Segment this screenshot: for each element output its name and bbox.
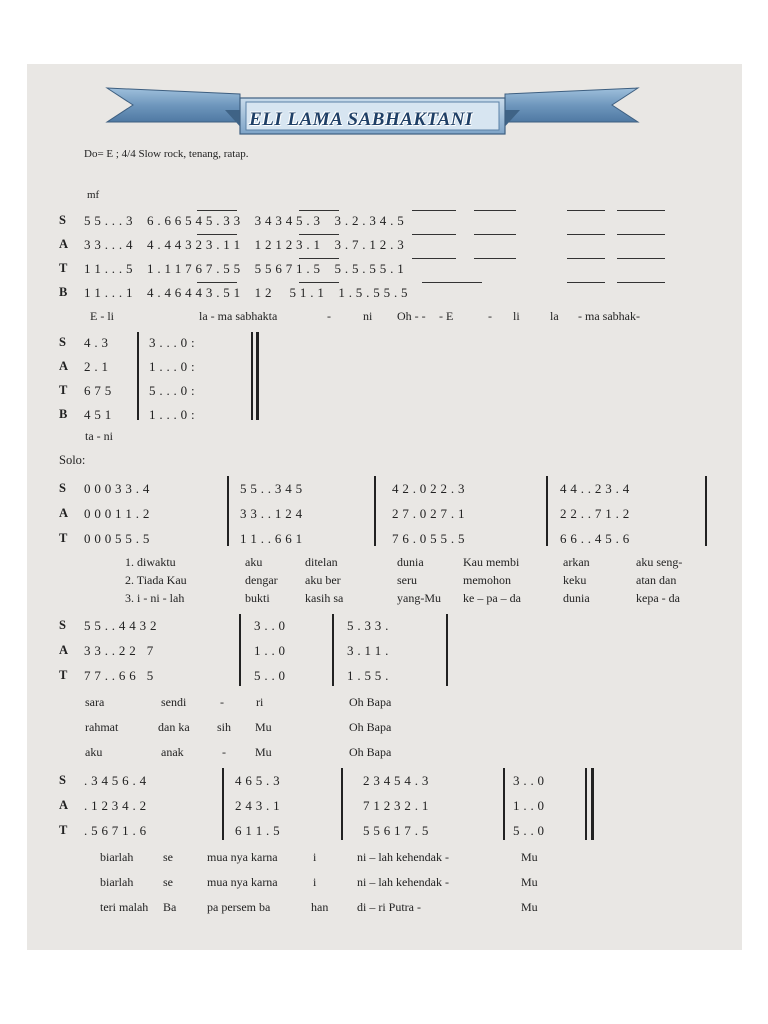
s1-bass: 1 1 . . . 1 4 . 4 6 4 4 3 . 5 1 1 2 5 1 . 1 1 . 5 . 5 5 . 5: [84, 285, 408, 300]
voice-label-t: T: [59, 823, 68, 837]
beam: [197, 234, 237, 235]
s5-alto: 7 1 2 3 2 . 1: [363, 798, 429, 813]
beam: [197, 282, 237, 283]
verse-1: biarlah: [100, 850, 134, 864]
voice-label-t: T: [59, 531, 68, 545]
verse-1: ditelan: [305, 555, 338, 569]
beam: [197, 210, 237, 211]
s3-soprano: 5 5 . . 3 4 5: [240, 481, 303, 496]
verse-2: mua nya karna: [207, 875, 278, 889]
verse-2: Mu: [255, 720, 272, 734]
verse-2: dan ka: [158, 720, 190, 734]
beam: [617, 258, 665, 259]
s5-soprano: 3 . . 0: [513, 773, 545, 788]
s4-soprano: 3 . . 0: [254, 618, 286, 633]
s3-soprano: 0 0 0 3 3 . 4: [84, 481, 150, 496]
s2-bass: 4 5 1: [84, 407, 112, 422]
verse-1: aku seng-: [636, 555, 683, 569]
s3-tenor: 1 1 . . 6 6 1: [240, 531, 303, 546]
s5-tenor: . 5 6 7 1 . 6: [84, 823, 147, 838]
voice-label-a: A: [59, 506, 69, 520]
s5-alto: 2 4 3 . 1: [235, 798, 280, 813]
verse-1: -: [220, 695, 224, 709]
music-sheet: [27, 64, 742, 950]
s5-alto: . 1 2 3 4 . 2: [84, 798, 147, 813]
verse-3: Mu: [255, 745, 272, 759]
verse-1: se: [163, 850, 173, 864]
barline: [341, 768, 343, 840]
verse-1: dunia: [397, 555, 424, 569]
voice-label-s: S: [59, 773, 66, 787]
voice-label-a: A: [59, 359, 69, 373]
barline: [374, 476, 376, 546]
barline: [137, 332, 139, 420]
verse-2: atan dan: [636, 573, 677, 587]
beam: [617, 234, 665, 235]
tempo-marking: Do= E ; 4/4 Slow rock, tenang, ratap.: [84, 148, 249, 160]
verse-2: keku: [563, 573, 587, 587]
beam: [474, 258, 516, 259]
barline: [222, 768, 224, 840]
final-barline: [251, 332, 253, 420]
verse-3: dunia: [563, 591, 590, 605]
lyric: - ma sabhak-: [578, 309, 640, 323]
verse-3: Mu: [521, 900, 538, 914]
verse-3: kepa - da: [636, 591, 680, 605]
verse-1: Mu: [521, 850, 538, 864]
final-barline: [585, 768, 587, 840]
verse-3: aku: [85, 745, 103, 759]
song-title: ELI LAMA SABHAKTANI: [249, 109, 473, 130]
verse-1: aku: [245, 555, 263, 569]
s4-tenor: 1 . 5 5 .: [347, 668, 389, 683]
verse-1: arkan: [563, 555, 590, 569]
voice-label-b: B: [59, 285, 68, 299]
s3-alto: 0 0 0 1 1 . 2: [84, 506, 150, 521]
verse-3: Oh Bapa: [349, 745, 392, 759]
s2-bass-end: 1 . . . 0 :: [149, 407, 195, 422]
s4-alto: 1 . . 0: [254, 643, 286, 658]
verse-1: Oh Bapa: [349, 695, 392, 709]
s2-tenor: 6 7 5: [84, 383, 112, 398]
lyric: E - li: [90, 309, 114, 323]
verse-2: rahmat: [85, 720, 119, 734]
voice-label-b: B: [59, 407, 68, 421]
s3-tenor: 7 6 . 0 5 5 . 5: [392, 531, 465, 546]
s3-alto: 2 7 . 0 2 7 . 1: [392, 506, 465, 521]
beam: [299, 258, 339, 259]
verse-2: memohon: [463, 573, 511, 587]
s5-soprano: 4 6 5 . 3: [235, 773, 280, 788]
verse-2: biarlah: [100, 875, 134, 889]
voice-label-t: T: [59, 383, 68, 397]
beam: [474, 210, 516, 211]
lyric: li: [513, 309, 520, 323]
verse-2: Oh Bapa: [349, 720, 392, 734]
verse-1: i: [313, 850, 317, 864]
voice-label-a: A: [59, 643, 69, 657]
verse-3: pa persem ba: [207, 900, 271, 914]
s4-soprano: 5 5 . . 4 4 3 2: [84, 618, 157, 633]
voice-label-s: S: [59, 481, 66, 495]
verse-3: anak: [161, 745, 184, 759]
verse-2: se: [163, 875, 173, 889]
s4-soprano: 5 . 3 3 .: [347, 618, 389, 633]
beam: [474, 234, 516, 235]
s5-soprano: 2 3 4 5 4 . 3: [363, 773, 429, 788]
verse-3: han: [311, 900, 329, 914]
beam: [412, 258, 456, 259]
voice-label-a: A: [59, 798, 69, 812]
s2-alto-end: 1 . . . 0 :: [149, 359, 195, 374]
verse-3: teri malah: [100, 900, 149, 914]
barline: [227, 476, 229, 546]
verse-3: di – ri Putra -: [357, 900, 421, 914]
lyric: ni: [363, 309, 373, 323]
barline: [546, 476, 548, 546]
s2-soprano-end: 3 . . . 0 :: [149, 335, 195, 350]
verse-3: ke – pa – da: [463, 591, 521, 605]
barline: [332, 614, 334, 686]
beam: [412, 210, 456, 211]
verse-1: sendi: [161, 695, 187, 709]
voice-label-s: S: [59, 335, 66, 349]
s4-tenor: 7 7 . . 6 6 5: [84, 668, 154, 683]
verse-2: seru: [397, 573, 417, 587]
verse-2: ni – lah kehendak -: [357, 875, 449, 889]
beam: [299, 234, 339, 235]
s4-tenor: 5 . . 0: [254, 668, 286, 683]
beam: [617, 282, 665, 283]
voice-label-t: T: [59, 668, 68, 682]
verse-2: aku ber: [305, 573, 341, 587]
beam: [567, 210, 605, 211]
verse-3: kasih sa: [305, 591, 344, 605]
dynamic-marking: mf: [87, 189, 100, 201]
lyric: ta - ni: [85, 429, 113, 443]
beam: [299, 282, 339, 283]
verse-2: 2. Tiada Kau: [125, 573, 187, 587]
s5-tenor: 5 5 6 1 7 . 5: [363, 823, 429, 838]
verse-2: sih: [217, 720, 232, 734]
lyric: - E: [439, 309, 454, 323]
s3-soprano: 4 2 . 0 2 2 . 3: [392, 481, 465, 496]
s1-tenor: 1 1 . . . 5 1 . 1 1 7 6 7 . 5 5 5 5 6 7 1 . 5 5 . 5 . 5 5 . 1: [84, 261, 404, 276]
verse-1: ni – lah kehendak -: [357, 850, 449, 864]
verse-1: mua nya karna: [207, 850, 278, 864]
verse-2: Mu: [521, 875, 538, 889]
s3-tenor: 0 0 0 5 5 . 5: [84, 531, 150, 546]
s2-tenor-end: 5 . . . 0 :: [149, 383, 195, 398]
barline: [705, 476, 707, 546]
verse-1: Kau membi: [463, 555, 520, 569]
s5-tenor: 6 1 1 . 5: [235, 823, 280, 838]
s5-alto: 1 . . 0: [513, 798, 545, 813]
s3-soprano: 4 4 . . 2 3 . 4: [560, 481, 630, 496]
beam: [567, 282, 605, 283]
lyric: -: [488, 309, 492, 323]
verse-1: ri: [256, 695, 264, 709]
barline: [239, 614, 241, 686]
beam: [412, 234, 456, 235]
verse-3: 3. i - ni - lah: [125, 591, 185, 605]
voice-label-a: A: [59, 237, 69, 251]
s2-soprano: 4 . 3: [84, 335, 109, 350]
solo-label: Solo:: [59, 453, 86, 467]
s3-alto: 2 2 . . 7 1 . 2: [560, 506, 630, 521]
voice-label-s: S: [59, 213, 66, 227]
voice-label-s: S: [59, 618, 66, 632]
verse-3: yang-Mu: [397, 591, 441, 605]
s2-alto: 2 . 1: [84, 359, 109, 374]
s5-tenor: 5 . . 0: [513, 823, 545, 838]
beam: [422, 282, 482, 283]
beam: [567, 258, 605, 259]
s4-alto: 3 . 1 1 .: [347, 643, 389, 658]
verse-2: dengar: [245, 573, 278, 587]
verse-3: Ba: [163, 900, 177, 914]
s4-alto: 3 3 . . 2 2 7: [84, 643, 154, 658]
s1-alto: 3 3 . . . 4 4 . 4 4 3 2 3 . 1 1 1 2 1 2 3 . 1 3 . 7 . 1 2 . 3: [84, 237, 404, 252]
beam: [567, 234, 605, 235]
s3-alto: 3 3 . . 1 2 4: [240, 506, 303, 521]
lyric: la - ma sabhakta: [199, 309, 278, 323]
lyric: -: [327, 309, 331, 323]
voice-label-t: T: [59, 261, 68, 275]
verse-3: -: [222, 745, 226, 759]
beam: [299, 210, 339, 211]
final-barline-thick: [591, 768, 594, 840]
lyric: Oh - -: [397, 309, 426, 323]
s3-tenor: 6 6 . . 4 5 . 6: [560, 531, 630, 546]
final-barline-thick: [256, 332, 259, 420]
barline: [446, 614, 448, 686]
beam: [617, 210, 665, 211]
s1-soprano: 5 5 . . . 3 6 . 6 6 5 4 5 . 3 3 3 4 3 4 5 . 3 3 . 2 . 3 4 . 5: [84, 213, 404, 228]
verse-1: 1. diwaktu: [125, 555, 176, 569]
verse-3: bukti: [245, 591, 270, 605]
barline: [503, 768, 505, 840]
verse-2: i: [313, 875, 317, 889]
verse-1: sara: [85, 695, 105, 709]
s5-soprano: . 3 4 5 6 . 4: [84, 773, 147, 788]
lyric: la: [550, 309, 559, 323]
